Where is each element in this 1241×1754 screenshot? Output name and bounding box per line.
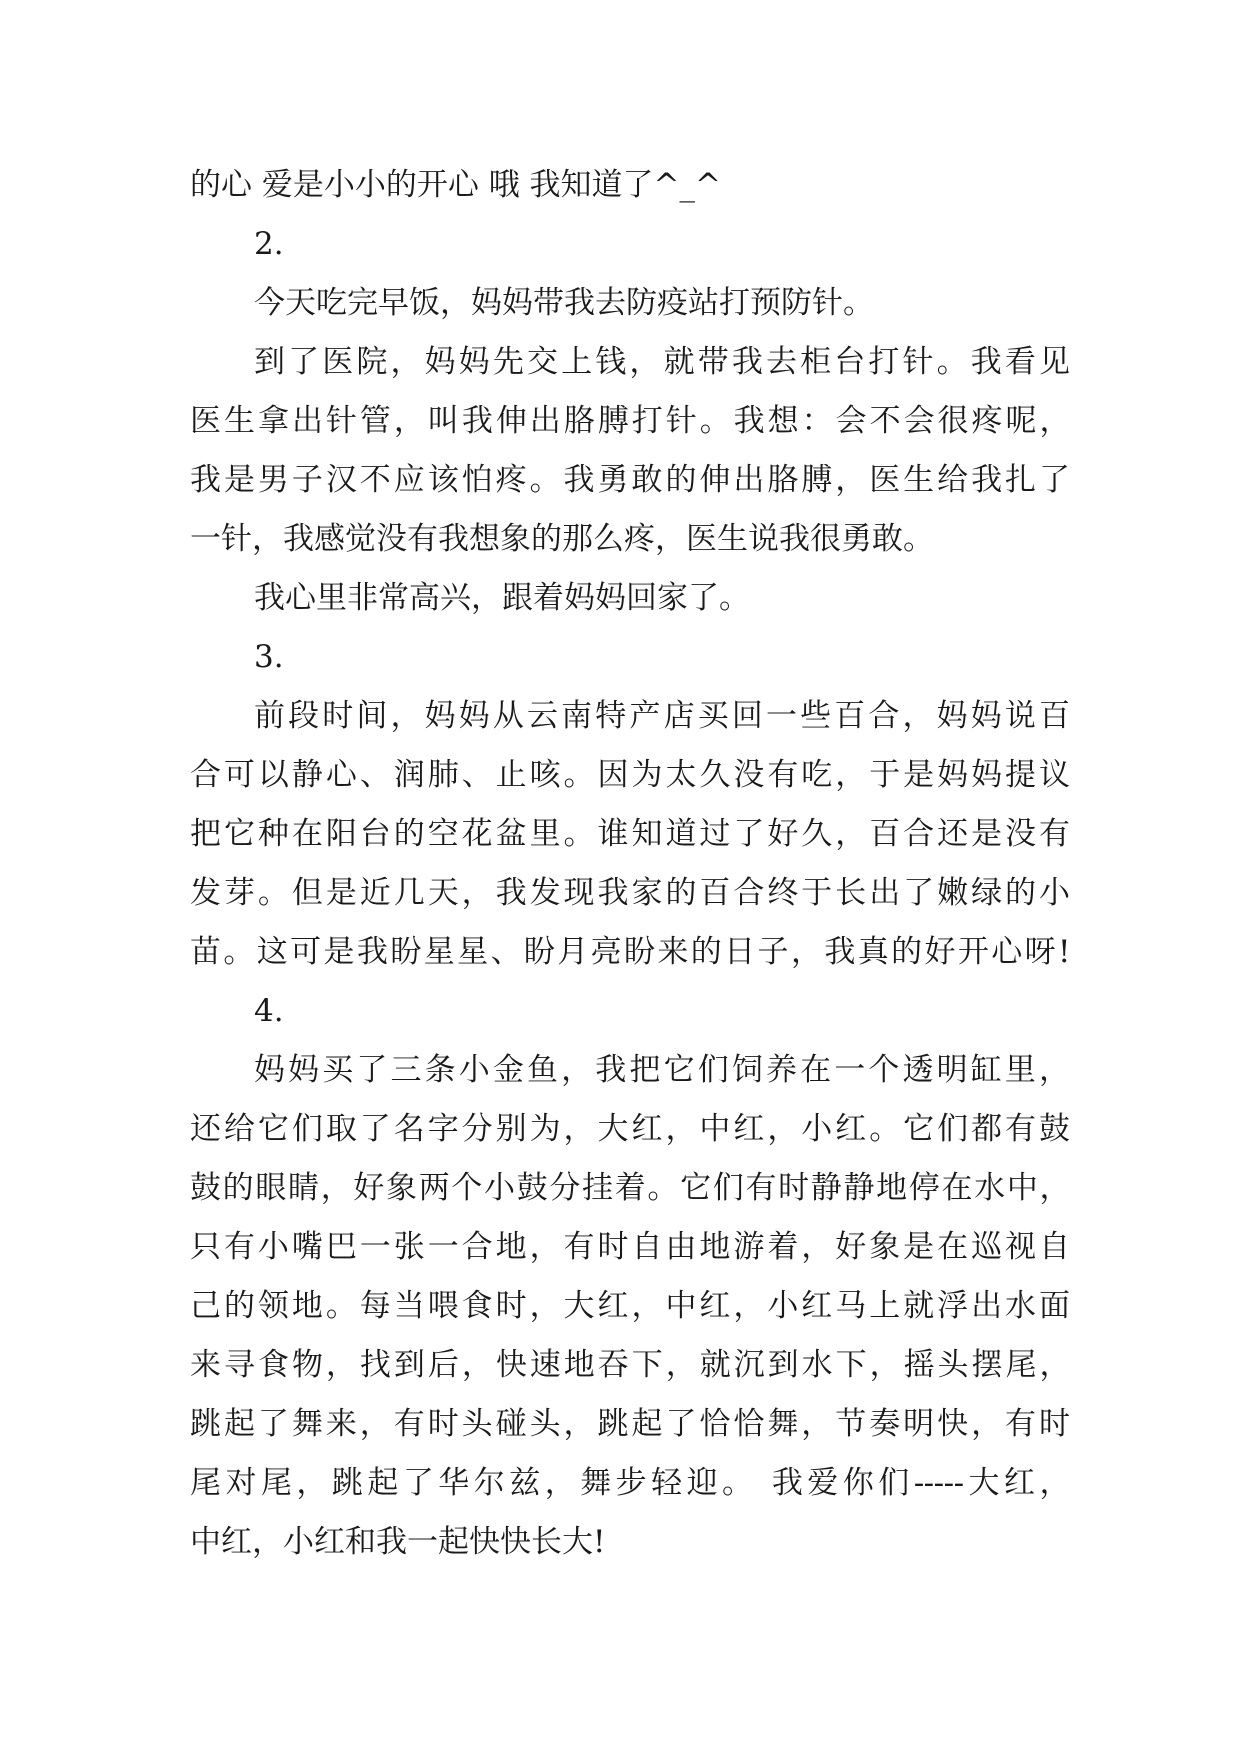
paragraph-line: 中红，小红和我一起快快长大! xyxy=(190,1524,606,1560)
document-body xyxy=(190,156,1070,1572)
paragraph-line: 一针，我感觉没有我想象的那么疼，医生说我很勇敢。 xyxy=(190,521,934,557)
paragraph-line: 合可以静心、润肺、止咳。因为太久没有吃，于是妈妈提议 xyxy=(190,757,1070,793)
section-number-2: 2. xyxy=(254,226,284,262)
section-number-4: 4. xyxy=(254,993,284,1029)
paragraph-line: 发芽。但是近几天，我发现我家的百合终于长出了嫩绿的小 xyxy=(190,875,1070,911)
paragraph-line: 己的领地。每当喂食时，大红，中红，小红马上就浮出水面 xyxy=(190,1288,1070,1324)
paragraph-line: 到了医院，妈妈先交上钱，就带我去柜台打针。我看见 xyxy=(254,344,1070,380)
paragraph-line: 医生拿出针管，叫我伸出胳膊打针。我想：会不会很疼呢， xyxy=(190,403,1070,439)
paragraph-line: 今天吃完早饭，妈妈带我去防疫站打预防针。 xyxy=(254,285,874,321)
paragraph-line: 只有小嘴巴一张一合地，有时自由地游着，好象是在巡视自 xyxy=(190,1229,1070,1265)
paragraph-line: 鼓的眼睛，好象两个小鼓分挂着。它们有时静静地停在水中， xyxy=(190,1170,1070,1206)
paragraph-line: 我是男子汉不应该怕疼。我勇敢的伸出胳膊，医生给我扎了 xyxy=(190,462,1070,498)
paragraph-line: 前段时间，妈妈从云南特产店买回一些百合，妈妈说百 xyxy=(254,698,1070,734)
paragraph-line: 苗。这可是我盼星星、盼月亮盼来的日子，我真的好开心呀! xyxy=(190,934,1070,970)
paragraph-line: 尾对尾，跳起了华尔兹，舞步轻迎。 我爱你们-----大红， xyxy=(190,1465,1070,1501)
paragraph-line: 还给它们取了名字分别为，大红，中红，小红。它们都有鼓 xyxy=(190,1111,1070,1147)
paragraph-line: 来寻食物，找到后，快速地吞下，就沉到水下，摇头摆尾， xyxy=(190,1347,1070,1383)
paragraph-line: 把它种在阳台的空花盆里。谁知道过了好久，百合还是没有 xyxy=(190,816,1070,852)
paragraph-line: 我心里非常高兴，跟着妈妈回家了。 xyxy=(254,580,750,616)
paragraph-line: 妈妈买了三条小金鱼，我把它们饲养在一个透明缸里， xyxy=(254,1052,1070,1088)
section-number-3: 3. xyxy=(254,639,284,675)
text-line-continuation: 的心 爱是小小的开心 哦 我知道了^_^ xyxy=(190,167,722,203)
paragraph-line: 跳起了舞来，有时头碰头，跳起了恰恰舞，节奏明快，有时 xyxy=(190,1406,1070,1442)
